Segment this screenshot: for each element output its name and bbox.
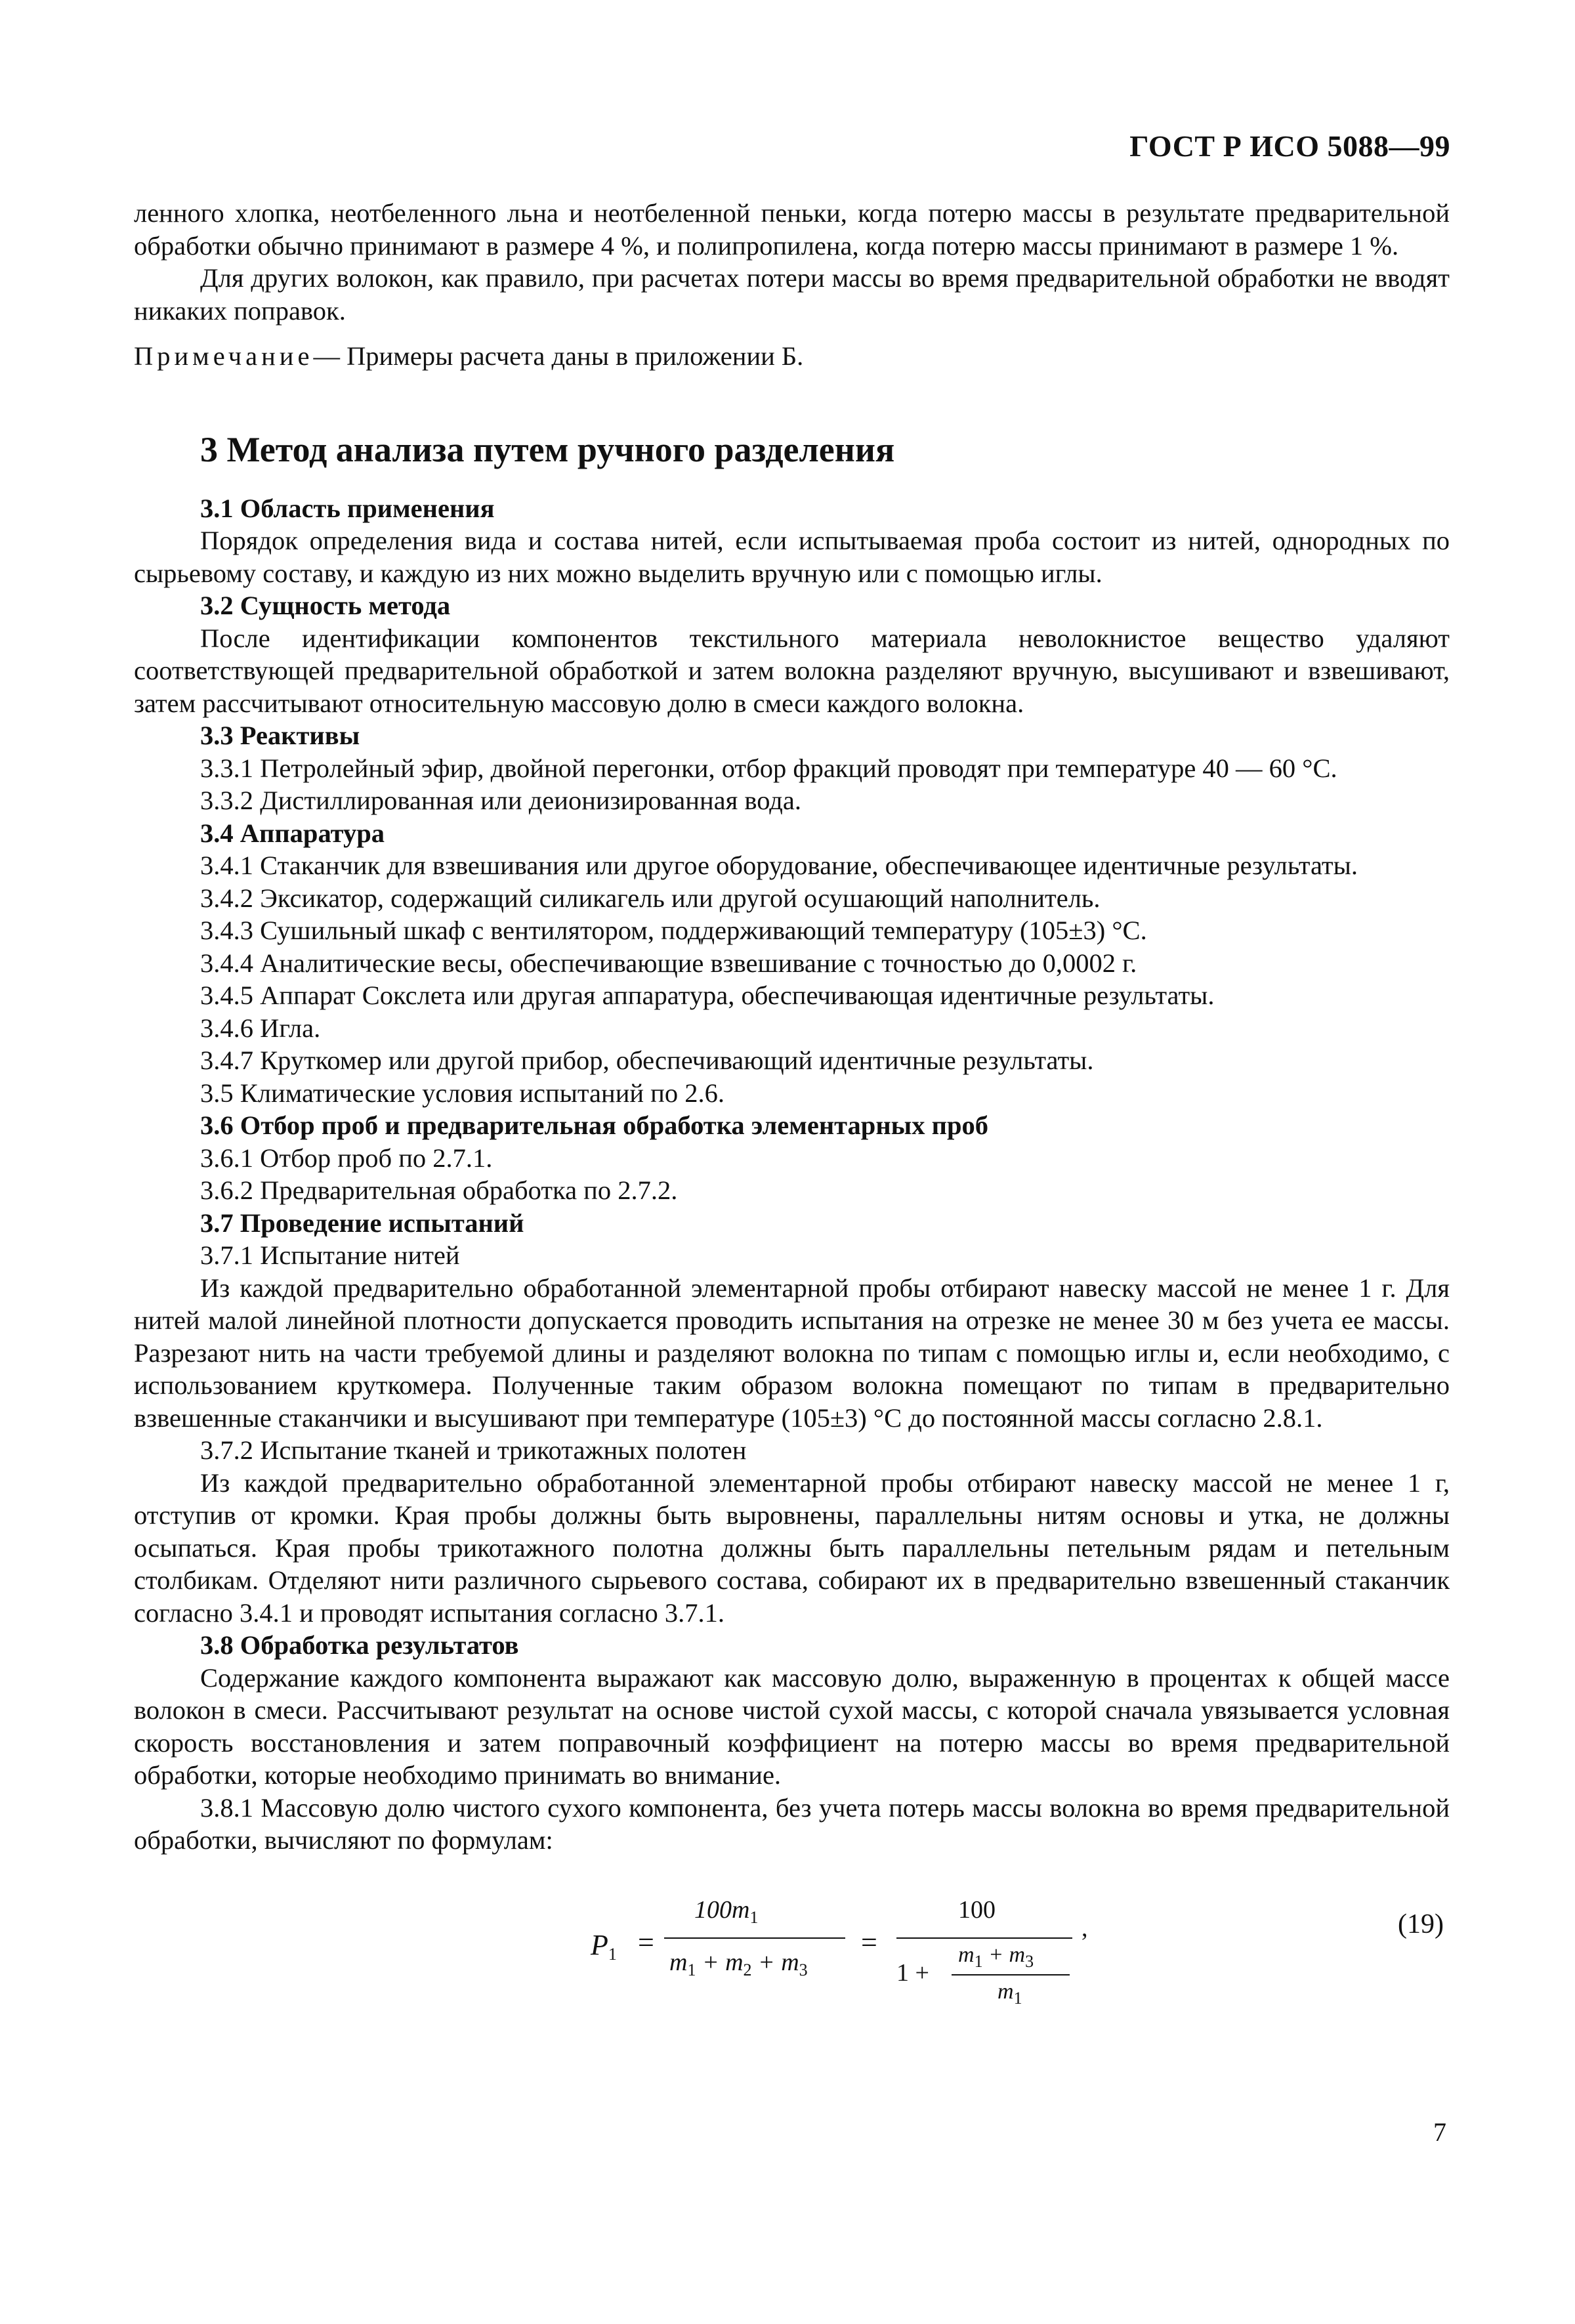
note-label: Примечание — [134, 341, 314, 371]
section-3-8-title: 3.8 Обработка результатов — [200, 1630, 519, 1660]
item-3-6-2: 3.6.2 Предварительная обработка по 2.7.2. — [200, 1175, 678, 1205]
formula-comma: , — [1082, 1914, 1088, 1942]
item-3-7-1-text: Из каждой предварительно обработанной элементарной пробы отбирают навеску массой не менее 1 г. Для нитей малой линейной плотности допускается проводить испытания на отрезке не менее 30 м без учета ее массы. Разрезают нить на части требуемой длины и разделяют волокна по типам с помощью иглы и, если необходимо, с использованием круткомера. Полученные таким образом волокна помещают по типам в предварительно взвешенные стаканчики и высушивают при температуре (105±3) °С до постоянной массы согласно 2.8.1. — [134, 1273, 1450, 1433]
item-3-4-1: 3.4.1 Стаканчик для взвешивания или другое оборудование, обеспечивающее идентичные результаты. — [200, 851, 1358, 880]
item-3-3-1: 3.3.1 Петролейный эфир, двойной перегонки, отбор фракций проводят при температуре 40 — 60 °С. — [200, 753, 1337, 783]
item-3-6-1: 3.6.1 Отбор проб по 2.7.1. — [200, 1143, 493, 1173]
section-3-3-title: 3.3 Реактивы — [200, 721, 360, 750]
formula-lhs: $P_1$ — [591, 1929, 617, 1964]
formula-equals-1: = — [638, 1926, 654, 1958]
section-3-7-title: 3.7 Проведение испытаний — [200, 1208, 524, 1238]
item-3-4-7: 3.4.7 Круткомер или другой прибор, обеспечивающий идентичные результаты. — [200, 1046, 1094, 1075]
section-3-4-title: 3.4 Аппаратура — [200, 818, 385, 848]
item-3-5: 3.5 Климатические условия испытаний по 2.6. — [200, 1078, 724, 1108]
equation-number: (19) — [1398, 1909, 1444, 1939]
item-3-4-6: 3.4.6 Игла. — [200, 1013, 321, 1043]
item-3-3-2: 3.3.2 Дистиллированная или деионизированная вода. — [200, 786, 801, 815]
document-header: ГОСТ Р ИСО 5088—99 — [1129, 129, 1450, 163]
item-3-8-1: 3.8.1 Массовую долю чистого сухого компонента, без учета потерь массы волокна во время предварительной обработки, вычисляют по формулам: — [134, 1792, 1450, 1855]
document-body — [134, 197, 1450, 1857]
item-3-4-5: 3.4.5 Аппарат Сокслета или другая аппаратура, обеспечивающая идентичные результаты. — [200, 981, 1215, 1010]
fraction-bar-3 — [952, 1974, 1070, 1975]
fraction-bar-1 — [664, 1937, 845, 1939]
section-3-6-title: 3.6 Отбор проб и предварительная обработка элементарных проб — [200, 1110, 989, 1140]
section-3-title: 3 Метод анализа путем ручного разделения — [200, 429, 895, 469]
section-3-2-text: После идентификации компонентов текстильного материала неволокнистое вещество удаляют соответствующей предварительной обработкой и затем волокна разделяют вручную, высушивают и взвешивают, затем рассчитывают относительную массовую долю в смеси каждого волокна. — [134, 623, 1450, 718]
item-3-7-1: 3.7.1 Испытание нитей — [200, 1240, 460, 1270]
formula-inner-numerator: $m_1 + m_3$ — [958, 1943, 1034, 1971]
formula-one-plus: 1 + — [896, 1959, 929, 1987]
paragraph-other-fibers: Для других волокон, как правило, при расчетах потери массы во время предварительной обработки не вводят никаких поправок. — [134, 263, 1450, 326]
section-3-2-title: 3.2 Сущность метода — [200, 591, 451, 620]
note-text: — Примеры расчета даны в приложении Б. — [313, 341, 804, 371]
item-3-4-3: 3.4.3 Сушильный шкаф с вентилятором, поддерживающий температуру (105±3) °С. — [200, 916, 1147, 945]
item-3-7-2-text: Из каждой предварительно обработанной элементарной пробы отбирают навеску массой не менее 1 г, отступив от кромки. Края пробы должны быть выровнены, параллельны нитям основы и утка, не должны осыпаться. Края пробы трикотажного полотна должны быть параллельны петельным рядам и петельным столбикам. Отделяют нити различного сырьевого состава, собирают их в предварительно взвешенный стаканчик согласно 3.4.1 и проводят испытания согласно 3.7.1. — [134, 1468, 1450, 1628]
section-3-8-text: Содержание каждого компонента выражают как массовую долю, выраженную в процентах к общей массе волокон в смеси. Рассчитывают результат на основе чистой сухой массы, с которой сначала увязывается условная скорость восстановления и затем поправочный коэффициент на потерю массы во время предварительной обработки, которые необходимо принимать во внимание. — [134, 1662, 1450, 1790]
item-3-4-4: 3.4.4 Аналитические весы, обеспечивающие взвешивание с точностью до 0,0002 г. — [200, 948, 1137, 978]
section-3-1-title: 3.1 Область применения — [200, 493, 495, 523]
formula-numerator-1: $100m_1$ — [694, 1896, 759, 1927]
note — [134, 340, 1450, 373]
item-3-7-2: 3.7.2 Испытание тканей и трикотажных полотен — [200, 1435, 747, 1465]
item-3-4-2: 3.4.2 Эксикатор, содержащий силикагель или другой осушающий наполнитель. — [200, 883, 1101, 913]
formula-numerator-2: 100 — [958, 1896, 996, 1924]
paragraph-continued: ленного хлопка, неотбеленного льна и неотбеленной пеньки, когда потерю массы в результате предварительной обработки обычно принимают в размере 4 %, и полипропилена, когда потерю массы принимают в размере 1 %. — [134, 198, 1450, 261]
formula-equals-2: = — [861, 1926, 877, 1958]
formula-denominator-1: $m_1 + m_2 + m_3$ — [669, 1949, 808, 1979]
section-3-1-text: Порядок определения вида и состава нитей, если испытываемая проба состоит из нитей, однородных по сырьевому составу, и каждую из них можно выделить вручную или с помощью иглы. — [134, 526, 1450, 588]
page-number: 7 — [1433, 2117, 1446, 2147]
formula-inner-denominator: $m_1$ — [998, 1979, 1022, 2008]
formula-19 — [578, 1890, 1444, 2015]
fraction-bar-2 — [896, 1937, 1072, 1939]
